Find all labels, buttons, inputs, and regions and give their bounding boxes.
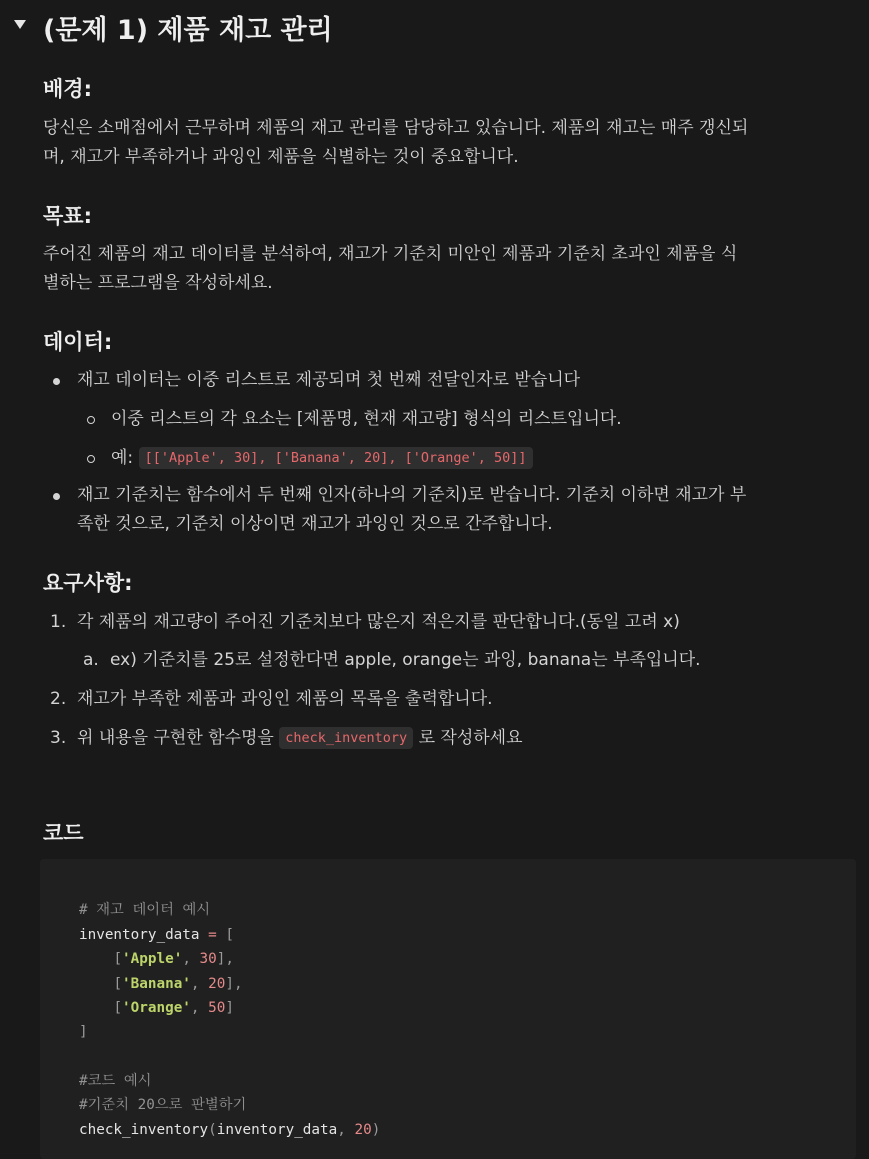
code-comment: #코드 예시 — [79, 1073, 152, 1089]
code-call-line: check_inventory(inventory_data, 20) — [79, 1122, 381, 1138]
data-bullet-1: 재고 데이터는 이중 리스트로 제공되며 첫 번째 전달인자로 받습니다 — [77, 370, 581, 390]
code-assignment-line: inventory_data = [ — [79, 927, 234, 943]
code-comment: #기준치 20으로 판별하기 — [79, 1097, 247, 1113]
code-data-row: ['Orange', 50] — [113, 1000, 234, 1016]
requirement-3-text-before: 위 내용을 구현한 함수명을 — [77, 728, 274, 748]
bullet-circle-icon — [87, 455, 95, 463]
code-heading: 코드 — [43, 821, 84, 845]
data-sub-bullet-2 — [111, 444, 533, 473]
code-data-row: ['Apple', 30], — [113, 951, 234, 967]
function-name-inline-code: check_inventory — [279, 727, 413, 749]
background-heading: 배경: — [43, 77, 92, 101]
goal-heading: 목표: — [43, 204, 92, 228]
list-number: 3. — [50, 728, 67, 748]
background-text-line1: 당신은 소매점에서 근무하며 제품의 재고 관리를 담당하고 있습니다. 제품의 재고는 매주 갱신되 — [43, 118, 749, 138]
requirement-3-text-after: 로 작성하세요 — [418, 728, 523, 748]
goal-text-line1: 주어진 제품의 재고 데이터를 분석하여, 재고가 기준치 미안인 제품과 기준치 초과인 제품을 식 — [43, 244, 738, 264]
goal-text-line2: 별하는 프로그램을 작성하세요. — [43, 273, 273, 293]
requirements-heading: 요구사항: — [43, 571, 133, 595]
bullet-circle-icon — [87, 416, 95, 424]
data-bullet-2-line2: 족한 것으로, 기준치 이상이면 재고가 과잉인 것으로 간주합니다. — [77, 514, 553, 534]
requirement-item-1: 각 제품의 재고량이 주어진 기준치보다 많은지 적은지를 판단합니다.(동일 고려 x) — [77, 612, 680, 632]
data-sub-bullet-1: 이중 리스트의 각 요소는 [제품명, 현재 재고량] 형식의 리스트입니다. — [111, 409, 622, 429]
example-inline-code: [['Apple', 30], ['Banana', 20], ['Orange', 50]] — [139, 447, 533, 469]
code-block[interactable] — [40, 859, 856, 1159]
requirement-item-3 — [77, 724, 523, 753]
data-bullet-2-line1: 재고 기준치는 함수에서 두 번째 인자(하나의 기준치)로 받습니다. 기준치 이하면 재고가 부 — [77, 485, 747, 505]
toggle-arrow-icon[interactable] — [14, 20, 26, 29]
list-number: 2. — [50, 689, 67, 709]
requirement-item-1a: ex) 기준치를 25로 설정한다면 apple, orange는 과잉, banana는 부족입니다. — [110, 650, 701, 670]
example-label: 예: — [111, 448, 134, 468]
page-title: (문제 1) 제품 재고 관리 — [43, 15, 333, 46]
list-letter: a. — [83, 650, 99, 670]
code-comment: # 재고 데이터 예시 — [79, 902, 211, 918]
data-heading: 데이터: — [43, 330, 113, 354]
requirement-item-2: 재고가 부족한 제품과 과잉인 제품의 목록을 출력합니다. — [77, 689, 493, 709]
background-text-line2: 며, 재고가 부족하거나 과잉인 제품을 식별하는 것이 중요합니다. — [43, 147, 519, 167]
code-close-bracket: ] — [79, 1024, 88, 1040]
list-number: 1. — [50, 612, 67, 632]
code-data-row: ['Banana', 20], — [113, 976, 243, 992]
bullet-dot-icon — [53, 493, 60, 500]
bullet-dot-icon — [53, 378, 60, 385]
